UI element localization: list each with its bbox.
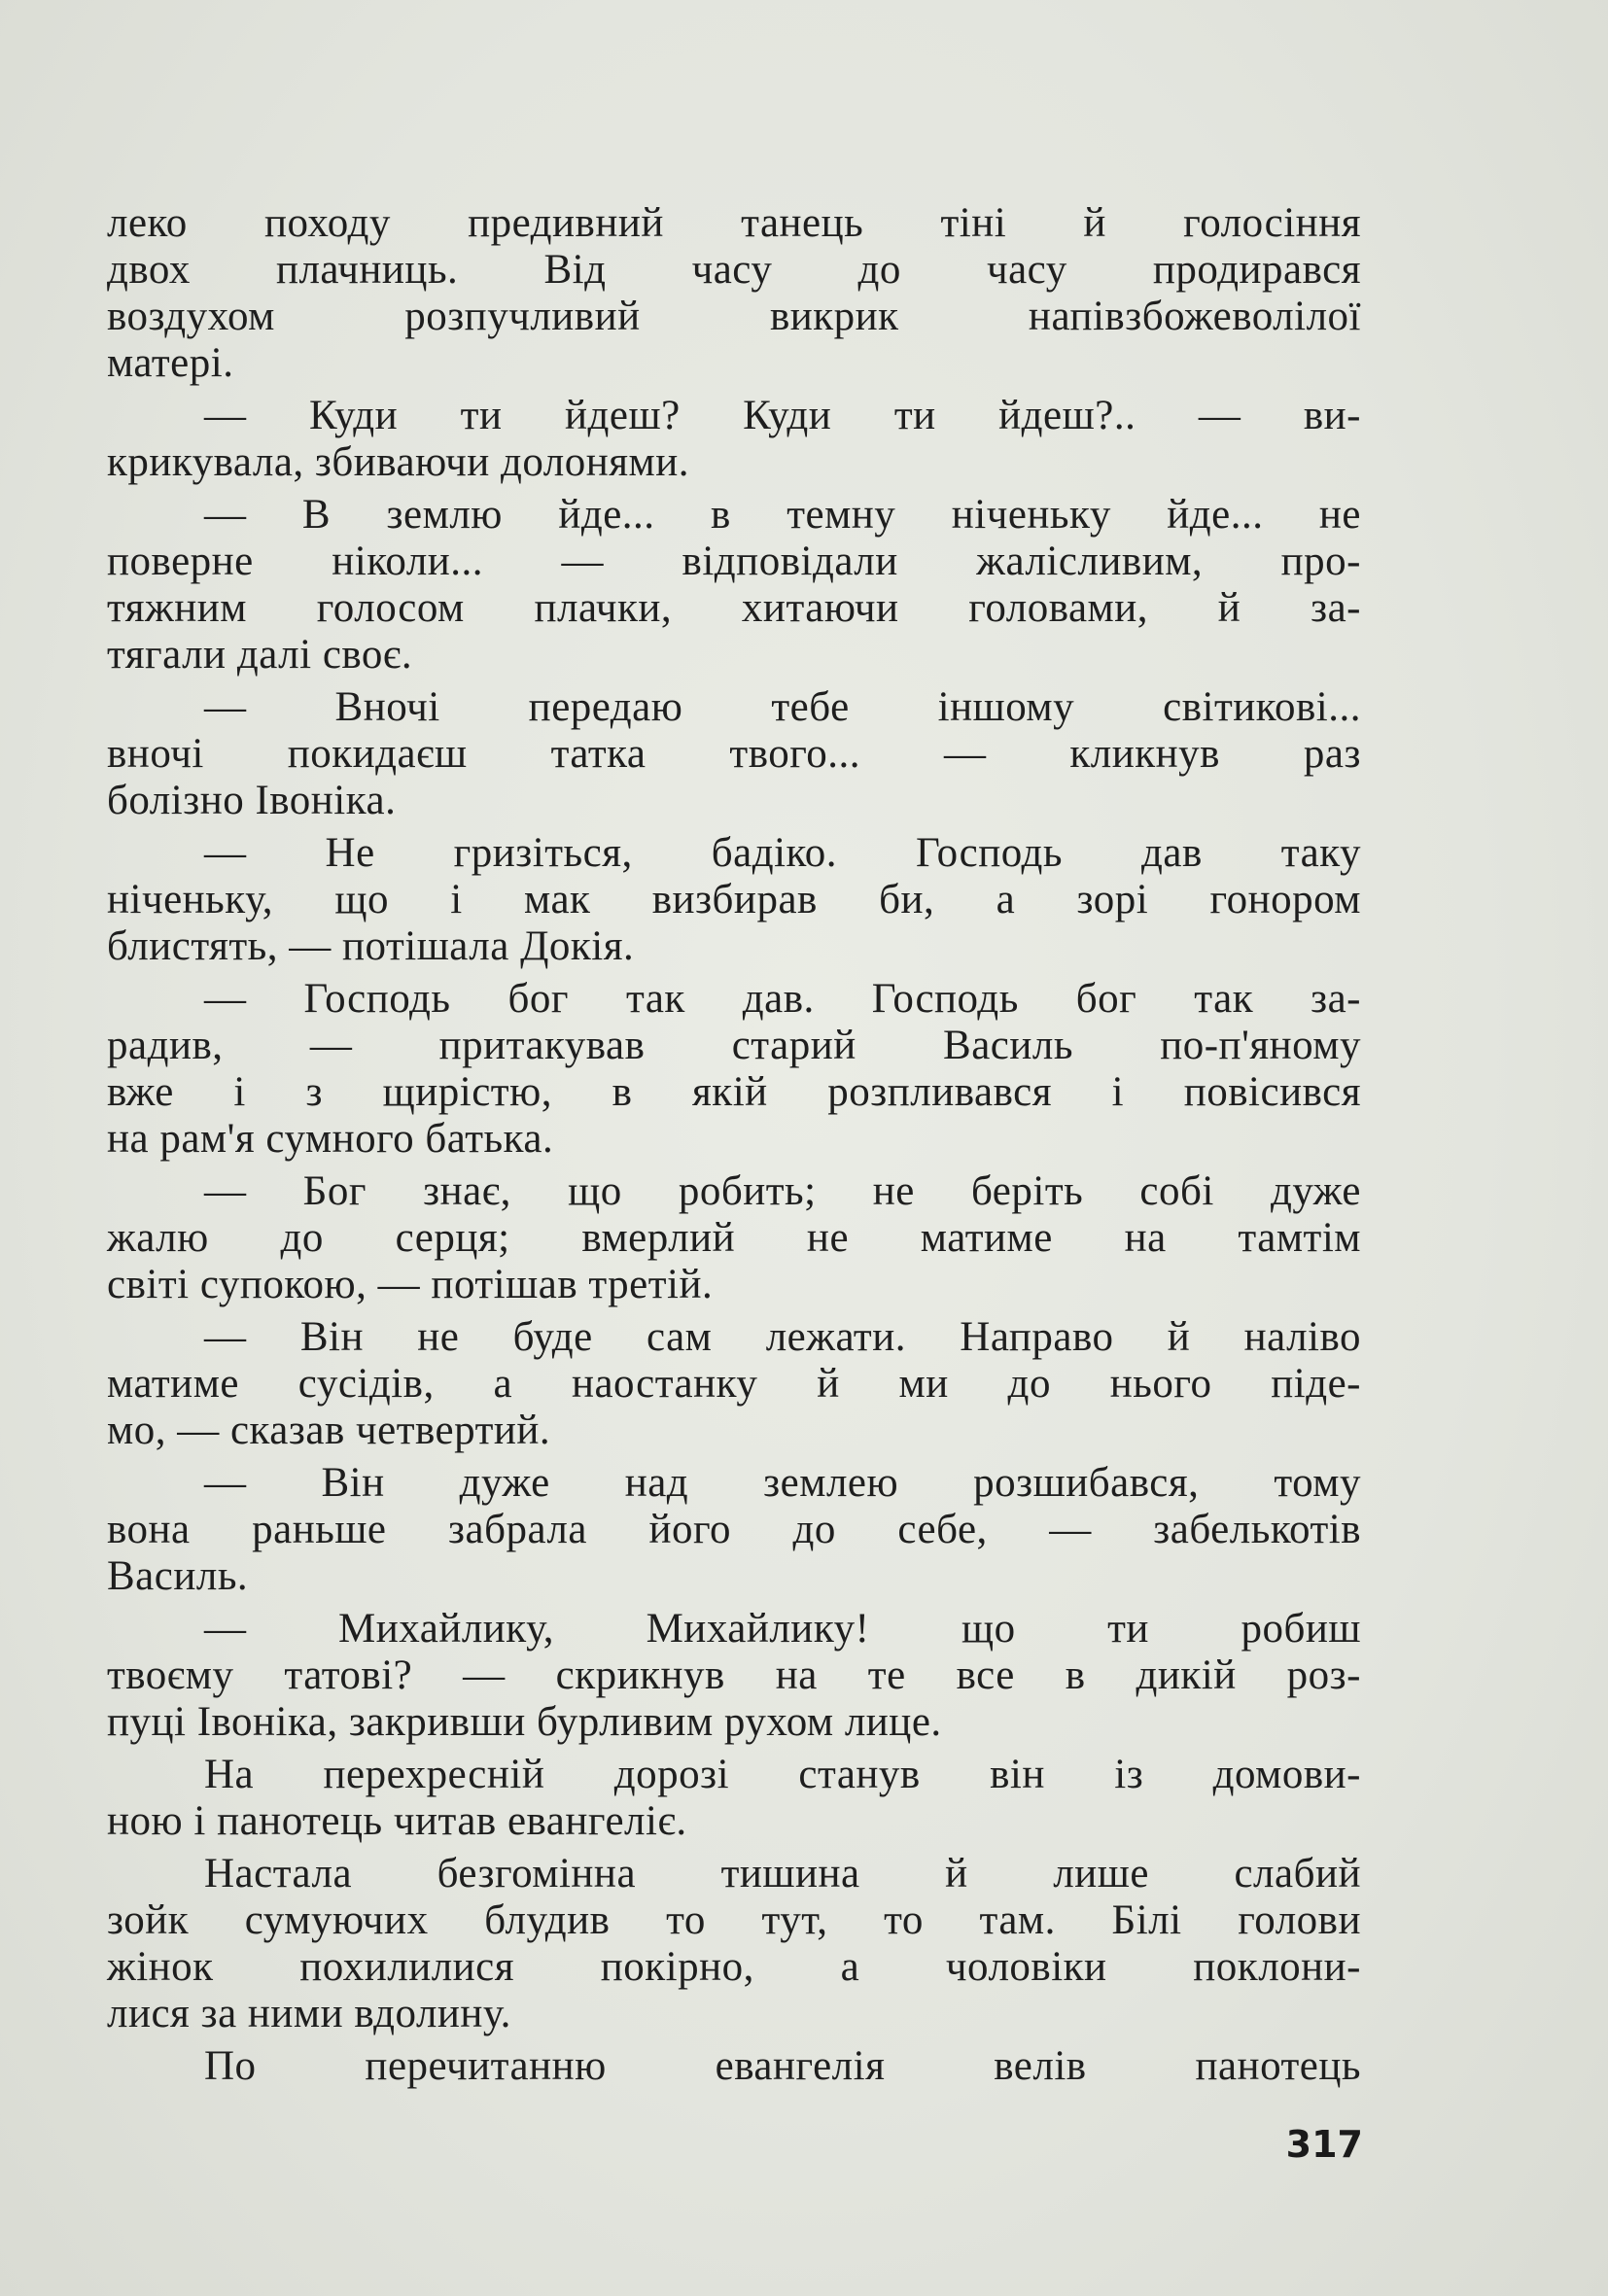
text-line: двох плачниць. Від часу до часу продирався: [107, 247, 1361, 293]
text-line: лися за ними вдолину.: [107, 1991, 511, 2036]
text-line: — Не гризіться, бадіко. Господь дав таку: [204, 830, 1361, 876]
text-line: тягали далі своє.: [107, 632, 413, 678]
text-line: По перечитанню евангелія велів панотець: [204, 2043, 1361, 2089]
text-line: пуці Івоніка, закривши бурливим рухом лице.: [107, 1699, 942, 1745]
text-line: ною і панотець читав евангеліє.: [107, 1798, 687, 1844]
text-line: на рам'я сумного батька.: [107, 1116, 554, 1162]
text-line: Настала безгомінна тишина й лише слабий: [204, 1851, 1361, 1896]
text-line: — Куди ти йдеш? Куди ти йдеш?.. — ви-: [204, 393, 1361, 438]
text-line: На перехресній дорозі станув він із домови-: [204, 1752, 1361, 1797]
text-line: вночі покидаєш татка твого... — кликнув раз: [107, 731, 1361, 777]
text-line: вона раньше забрала його до себе, — забелькотів: [107, 1507, 1361, 1552]
text-line: тяжним голосом плачки, хитаючи головами, й за-: [107, 585, 1361, 631]
text-line: крикувала, збиваючи долонями.: [107, 439, 690, 485]
text-line: жінок похилилися покірно, а чоловіки поклони-: [107, 1944, 1361, 1990]
text-line: — В землю йде... в темну ніченьку йде... не: [204, 492, 1361, 538]
text-line: — Вночі передаю тебе іншому світикові...: [204, 684, 1361, 730]
page-number: 317: [1285, 2123, 1363, 2166]
text-line: світі супокою, — потішав третій.: [107, 1262, 714, 1307]
text-line: воздухом розпучливий викрик напівзбожеволілої: [107, 294, 1361, 339]
text-line: вже і з щирістю, в якій розпливався і повісився: [107, 1069, 1361, 1115]
text-line: Василь.: [107, 1553, 249, 1599]
text-line: матиме сусідів, а наостанку й ми до нього піде-: [107, 1361, 1361, 1407]
text-line: мо, — сказав четвертий.: [107, 1408, 551, 1453]
text-line: — Бог знає, що робить; не беріть собі дуже: [204, 1168, 1361, 1214]
text-line: матері.: [107, 340, 234, 386]
text-line: — Господь бог так дав. Господь бог так за-: [204, 976, 1361, 1022]
text-line: блистять, — потішала Докія.: [107, 923, 635, 969]
text-line: болізно Івоніка.: [107, 778, 397, 823]
text-line: жалю до серця; вмерлий не матиме на тамтім: [107, 1215, 1361, 1261]
text-line: поверне ніколи... — відповідали жалісливим, про-: [107, 539, 1361, 584]
text-line: — Він не буде сам лежати. Направо й наліво: [204, 1314, 1361, 1360]
text-line: — Михайлику, Михайлику! що ти робиш: [204, 1606, 1361, 1652]
text-line: леко походу предивний танець тіні й голосіння: [107, 200, 1361, 246]
text-line: — Він дуже над землею розшибався, тому: [204, 1460, 1361, 1506]
text-line: зойк сумуючих блудив то тут, то там. Білі голови: [107, 1897, 1361, 1943]
text-line: радив, — притакував старий Василь по-п'яному: [107, 1023, 1361, 1068]
text-line: ніченьку, що і мак визбирав би, а зорі гонором: [107, 877, 1361, 922]
text-line: твоєму татові? — скрикнув на те все в дикій роз-: [107, 1652, 1361, 1698]
